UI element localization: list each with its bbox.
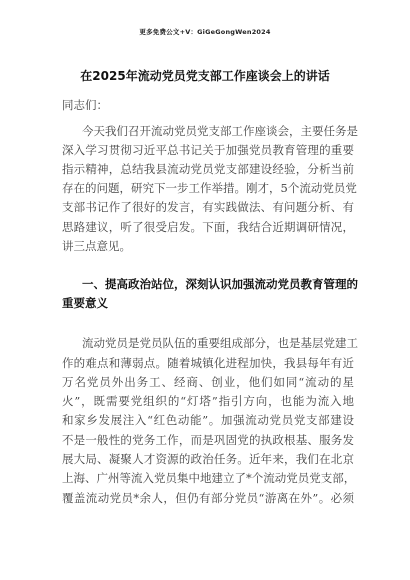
paragraph-line: 和家乡发展注入“红色动能”。加强流动党员党支部建设: [62, 413, 354, 427]
paragraph-line: 作的难点和薄弱点。随着城镇化进程加快，我县每年有近: [62, 356, 354, 370]
paragraph-line: 万名党员外出务工、经商、创业，他们如同“流动的星: [62, 375, 354, 389]
paragraph-line: 支部书记作了很好的发言，有实践做法、有问题分析、有: [62, 200, 354, 214]
paragraph-line: 展大局、凝聚人才资源的政治任务。近年来，我们在北京: [62, 452, 354, 466]
paragraph-line: 存在的问题，研究下一步工作举措。刚才，5个流动党员党: [62, 181, 357, 195]
paragraph-line: 覆盖流动党员*余人，但仍有部分党员“游离在外”。必须: [62, 491, 354, 505]
paragraph-line: 深入学习贯彻习近平总书记关于加强党员教育管理的重要: [62, 143, 354, 157]
section-heading: 一、提高政治站位，深刻认识加强流动党员教育管理的: [82, 277, 358, 291]
paragraph-line: 指示精神，总结我县流动党员党支部建设经验，分析当前: [62, 162, 354, 176]
paragraph-line: 流动党员是党员队伍的重要组成部分，也是基层党建工: [82, 336, 358, 350]
paragraph-line: 上海、广州等流入党员集中地建立了*个流动党员党支部，: [62, 471, 356, 485]
header-note: 更多免费公文+V：GiGeGongWen2024: [139, 28, 271, 36]
paragraph-line: 不是一般性的党务工作，而是巩固党的执政根基、服务发: [62, 433, 354, 447]
paragraph-line: 今天我们召开流动党员党支部工作座谈会，主要任务是: [82, 124, 358, 138]
paragraph-line: 讲三点意见。: [62, 239, 131, 253]
section-heading: 重要意义: [62, 296, 108, 310]
document-title: 在2025年流动党员党支部工作座谈会上的讲话: [80, 69, 330, 83]
salutation: 同志们：: [62, 98, 108, 112]
paragraph-line: 火”，既需要党组织的“灯塔”指引方向，也能为流入地: [62, 394, 354, 408]
paragraph-line: 思路建议，听了很受启发。下面，我结合近期调研情况，: [62, 220, 354, 234]
